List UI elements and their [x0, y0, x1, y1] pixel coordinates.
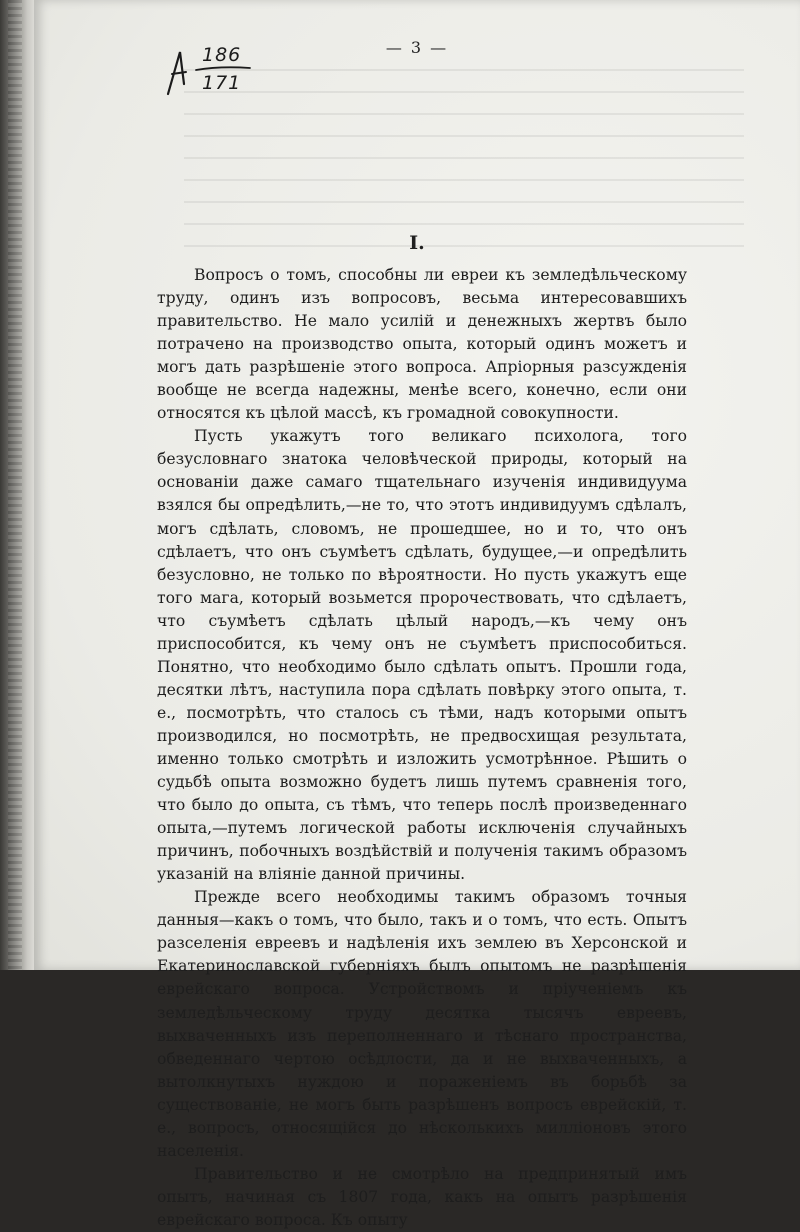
shelf-mark-top: 186	[202, 44, 242, 66]
scanned-page	[34, 0, 800, 1229]
body-text	[157, 264, 687, 1232]
bleed-through-shadow	[184, 55, 744, 255]
paragraph-3: Прежде всего необходимы такимъ образомъ точныя данныя—какъ о томъ, что было, такъ и о томъ, что есть. Опытъ разселенія евреевъ и надѣленія ихъ землею въ Херсонской и Екатеринославской губерніяхъ былъ опытомъ не разрѣшенія еврейскаго вопроса. Устройствомъ и пріученіемъ къ земледѣльческому труду десятка тысячъ евреевъ, выхваченныхъ изъ переполненнаго и тѣснаго пространства, обведеннаго чертою осѣдлости, да и не выхваченныхъ, а вытолкнутыхъ нуждою и пораженіемъ въ борьбѣ за существованіе, не могъ быть разрѣшенъ вопросъ еврейскій, т. е., вопросъ, относящійся до нѣсколькихъ милліоновъ этого населенія.	[157, 888, 687, 1160]
section-heading: I.	[409, 232, 425, 254]
paragraph-2: Пусть укажутъ того великаго психолога, того безусловнаго знатока человѣческой природы, который на основаніи даже самаго тщательнаго изученія индивидуума взялся бы опредѣлить,—не то, что этотъ индивидуумъ сдѣлалъ, могъ сдѣлать, словомъ, не прошедшее, но и то, что онъ сдѣлаетъ, что онъ съумѣетъ сдѣлать, будущее,—и опредѣлить безусловно, не только по вѣроятности. Но пусть укажутъ еще того мага, который возьмется пророчествовать, что сдѣлаетъ, что съумѣетъ сдѣлать цѣлый народъ,—къ чему онъ приспособится, къ чему онъ не съумѣетъ приспособиться. Понятно, что необходимо было сдѣлать опытъ. Прошли года, десятки лѣтъ, наступила пора сдѣлать повѣрку этого опыта, т. е., посмотрѣть, что сталось съ тѣми, надъ которыми опытъ производился, но посмотрѣть, не предвосхищая результата, именно только смотрѣть и изложить усмотрѣнное. Рѣшить о судьбѣ опыта возможно будетъ лишь путемъ сравненія того, что было до опыта, съ тѣмъ, что теперь послѣ произведеннаго опыта,—путемъ логической работы исключенія случайныхъ причинъ, побочныхъ воздѣйствій и полученія такимъ образомъ указаній на вліяніе данной причины.	[157, 427, 687, 884]
page-number: — 3 —	[385, 38, 449, 57]
paragraph-4: Правительство и не смотрѣло на предпринятый имъ опытъ, начиная съ 1807 года, какъ на опытъ разрѣшенія еврейскаго вопроса. Къ опыту	[157, 1164, 687, 1229]
binding-stripe	[8, 0, 22, 970]
book-spine-edge	[0, 0, 34, 970]
shelf-mark-bottom: 171	[202, 72, 242, 94]
paragraph-1: Вопросъ о томъ, способны ли евреи къ земледѣльческому труду, одинъ изъ вопросовъ, весьма интересовавшихъ правительство. Не мало усилій и денежныхъ жертвъ было потрачено на производство опыта, который одинъ можетъ и могъ дать разрѣшеніе этого вопроса. Апріорныя разсужденія вообще не всегда надежны, менѣе всего, конечно, если они относятся къ цѣлой массѣ, къ громадной совокупности.	[157, 266, 687, 423]
